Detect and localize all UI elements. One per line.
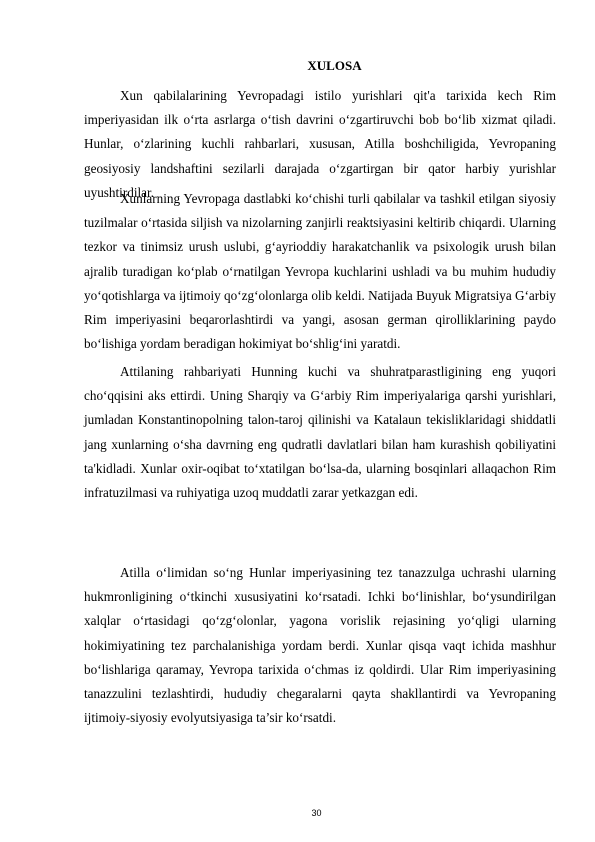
paragraph-4: Atilla o‘limidan so‘ng Hunlar imperiyasining tez tanazzulga uchrashi ularning hukmronligining o‘tkinchi xususiyatini ko‘rsatadi. Ichki bo‘linishlar, bo‘ysundirilgan xalqlar o‘rtasidagi qo‘zg‘olonlar, yagona vorislik rejasining yo‘qligi ularning hokimiyatining tez parchalanishiga yordam berdi. Xunlar qisqa vaqt ichida mashhur bo‘lishlariga qaramay, Yevropa tarixida o‘chmas iz qoldirdi. Ular Rim imperiyasining tanazzulini tezlashtirdi, hududiy chegaralarni qayta shakllantirdi va Yevropaning ijtimoiy-siyosiy evolyutsiyasiga ta’sir ko‘rsatdi. [84, 565, 556, 726]
paragraph-1: Xun qabilalarining Yevropadagi istilo yurishlari qit'a tarixida kech Rim imperiyasidan ilk o‘rta asrlarga o‘tish davrini o‘zgartiruvchi bob bo‘lib xizmat qiladi. Hunlar, o‘zlarining kuchli rahbarlari, xususan, Atilla boshchiligida, Yevropaning geosiyosiy landshaftini sezilarli darajada o‘zgartirgan bir qator harbiy yurishlar uyushtirdilar. [84, 88, 556, 200]
page-title: XULOSA [307, 58, 362, 73]
paragraph-2: Xunlarning Yevropaga dastlabki ko‘chishi turli qabilalar va tashkil etilgan siyosiy tuzilmalar o‘rtasida siljish va nizolarning zanjirli reaktsiyasini keltirib chiqardi. Ularning tezkor va tinimsiz urush uslubi, g‘ayrioddiy harakatchanlik va psixologik urush bilan ajralib turadigan ko‘plab o‘rnatilgan Yevropa kuchlarini ushladi va bu muhim hududiy yo‘qotishlarga va ijtimoiy qo‘zg‘olonlarga olib keldi. Natijada Buyuk Migratsiya G‘arbiy Rim imperiyasini beqarorlashtirdi va yangi, asosan german qirolliklarining paydo bo‘lishiga yordam beradigan hokimiyat bo‘shlig‘ini yaratdi. [84, 191, 556, 352]
paragraph-3: Attilaning rahbariyati Hunning kuchi va shuhratparastligining eng yuqori cho‘qqisini aks ettirdi. Uning Sharqiy va G‘arbiy Rim imperiyalariga qarshi yurishlari, jumladan Konstantinopolning talon-taroj qilinishi va Katalaun tekisliklaridagi shiddatli jang xunlarning o‘sha davrning eng qudratli davlatlari bilan ham kurashish qobiliyatini ta'kidladi. Xunlar oxir-oqibat to‘xtatilgan bo‘lsa-da, ularning bosqinlari allaqachon Rim infratuzilmasi va ruhiyatiga uzoq muddatli zarar yetkazgan edi. [84, 364, 556, 501]
page-number: 30 [311, 808, 322, 818]
